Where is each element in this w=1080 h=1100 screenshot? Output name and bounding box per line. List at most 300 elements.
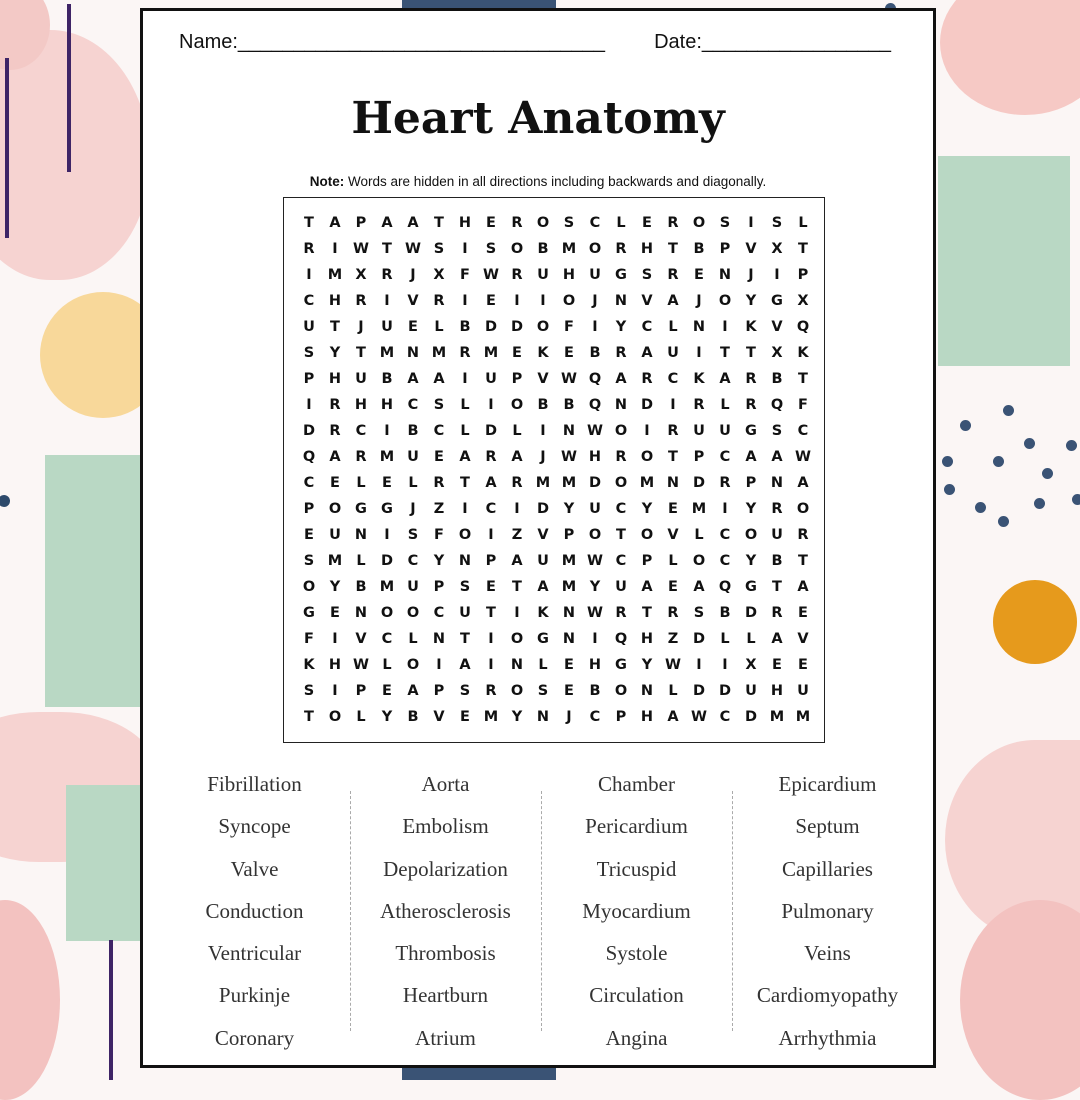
instructions-note [143, 174, 933, 189]
grid-letter: N [692, 319, 706, 335]
grid-letter: P [303, 501, 315, 517]
grid-letter: I [488, 397, 494, 413]
grid-letter: T [460, 631, 470, 647]
grid-letter: O [614, 423, 628, 439]
word-item: Cardiomyopathy [756, 983, 899, 1008]
grid-letter: T [512, 579, 522, 595]
grid-letter: I [462, 241, 468, 257]
word-item: Heartburn [402, 983, 489, 1008]
grid-letter: A [511, 449, 523, 465]
grid-letter: Y [329, 345, 341, 361]
grid-letter: A [615, 371, 627, 387]
word-item: Pulmonary [781, 898, 874, 923]
grid-letter: M [535, 475, 551, 491]
grid-row [296, 262, 816, 288]
navy-dot [1024, 438, 1035, 449]
grid-letter: I [644, 423, 650, 439]
grid-letter: R [771, 501, 783, 517]
word-search-grid [283, 197, 825, 743]
grid-letter: Q [302, 449, 316, 465]
grid-row [296, 652, 816, 678]
word-item: Tricuspid [596, 856, 677, 881]
grid-letter: B [693, 241, 705, 257]
word-item: Depolarization [383, 856, 508, 881]
grid-letter: O [718, 293, 732, 309]
grid-letter: R [667, 267, 679, 283]
word-item: Capillaries [782, 856, 873, 881]
grid-letter: H [562, 267, 576, 283]
grid-letter: T [746, 345, 756, 361]
grid-letter: E [382, 475, 392, 491]
grid-letter: C [719, 449, 731, 465]
grid-letter: N [666, 475, 680, 491]
grid-letter: O [510, 241, 524, 257]
grid-letter: T [668, 449, 678, 465]
grid-letter: T [616, 527, 626, 543]
grid-letter: L [668, 683, 678, 699]
word-item: Epicardium [778, 772, 877, 796]
grid-letter: D [536, 501, 550, 517]
grid-row [296, 522, 816, 548]
grid-letter: U [771, 527, 783, 543]
grid-letter: O [536, 215, 550, 231]
grid-letter: G [771, 293, 783, 309]
grid-letter: I [488, 657, 494, 673]
grid-letter: P [355, 215, 367, 231]
grid-letter: J [410, 501, 416, 517]
grid-letter: S [771, 215, 783, 231]
grid-letter: J [540, 449, 546, 465]
grid-letter: H [328, 371, 342, 387]
pink-blob-bottom-right [960, 900, 1080, 1100]
grid-letter: T [720, 345, 730, 361]
grid-letter: M [327, 267, 343, 283]
grid-letter: B [459, 319, 471, 335]
word-item: Septum [795, 814, 860, 839]
grid-letter: P [615, 709, 627, 725]
grid-row [296, 704, 816, 730]
grid-letter: M [561, 553, 577, 569]
grid-letter: N [510, 657, 524, 673]
grid-letter: M [639, 475, 655, 491]
grid-letter: I [436, 657, 442, 673]
grid-letter: N [614, 397, 628, 413]
grid-letter: H [328, 657, 342, 673]
grid-letter: U [589, 501, 601, 517]
grid-letter: R [797, 527, 809, 543]
grid-letter: I [332, 241, 338, 257]
grid-letter: E [408, 319, 418, 335]
navy-bar-bottom [402, 1068, 556, 1080]
grid-letter: I [514, 293, 520, 309]
grid-letter: B [537, 241, 549, 257]
purple-line [109, 940, 113, 1080]
grid-letter: O [640, 449, 654, 465]
grid-row [296, 574, 816, 600]
navy-dot [944, 484, 955, 495]
grid-letter: X [771, 241, 783, 257]
grid-letter: O [744, 527, 758, 543]
grid-letter: U [693, 423, 705, 439]
grid-letter: O [328, 501, 342, 517]
grid-letter: N [354, 527, 368, 543]
grid-letter: U [719, 423, 731, 439]
grid-letter: N [432, 631, 446, 647]
date-field: Date:_________________ [654, 31, 891, 53]
grid-letter: R [615, 345, 627, 361]
grid-letter: D [692, 683, 706, 699]
grid-letter: R [667, 215, 679, 231]
grid-letter: C [433, 605, 445, 621]
grid-letter: E [694, 267, 704, 283]
grid-row [296, 600, 816, 626]
grid-letter: J [748, 267, 754, 283]
grid-letter: N [640, 683, 654, 699]
grid-letter: L [668, 553, 678, 569]
grid-letter: V [667, 527, 679, 543]
grid-letter: A [511, 553, 523, 569]
grid-letter: T [772, 579, 782, 595]
grid-letter: Z [433, 501, 445, 517]
grid-letter: H [328, 293, 342, 309]
navy-dot [1072, 494, 1080, 505]
grid-letter: R [745, 371, 757, 387]
grid-letter: O [510, 397, 524, 413]
grid-letter: B [407, 423, 419, 439]
grid-letter: R [329, 423, 341, 439]
grid-letter: J [696, 293, 702, 309]
word-column [732, 767, 923, 1063]
grid-letter: D [744, 709, 758, 725]
grid-letter: U [381, 319, 393, 335]
grid-letter: M [561, 579, 577, 595]
grid-letter: L [460, 397, 470, 413]
grid-letter: P [433, 683, 445, 699]
grid-letter: E [486, 215, 496, 231]
grid-letter: A [329, 215, 341, 231]
grid-letter: Q [770, 397, 784, 413]
grid-letter: V [797, 631, 809, 647]
grid-letter: U [745, 683, 757, 699]
grid-letter: T [304, 709, 314, 725]
grid-letter: V [537, 371, 549, 387]
grid-letter: I [462, 293, 468, 309]
grid-letter: N [718, 267, 732, 283]
grid-letter: U [537, 553, 549, 569]
grid-letter: U [329, 527, 341, 543]
grid-letter: Q [614, 631, 628, 647]
word-item: Veins [804, 941, 851, 966]
grid-letter: A [537, 579, 549, 595]
grid-letter: R [667, 423, 679, 439]
word-item: Aorta [421, 772, 470, 796]
navy-dot [998, 516, 1009, 527]
grid-letter: L [668, 319, 678, 335]
grid-row [296, 496, 816, 522]
grid-letter: F [304, 631, 314, 647]
grid-letter: T [460, 475, 470, 491]
word-item: Fibrillation [207, 772, 302, 796]
grid-letter: S [771, 423, 783, 439]
grid-letter: I [722, 657, 728, 673]
grid-letter: R [485, 449, 497, 465]
grid-letter: A [771, 631, 783, 647]
grid-letter: T [798, 553, 808, 569]
grid-letter: O [328, 709, 342, 725]
grid-row [296, 418, 816, 444]
note-label: Note: [309, 174, 345, 189]
grid-letter: C [355, 423, 367, 439]
grid-letter: V [433, 709, 445, 725]
grid-letter: E [772, 657, 782, 673]
grid-letter: M [379, 345, 395, 361]
grid-letter: H [640, 631, 654, 647]
grid-letter: O [458, 527, 472, 543]
grid-letter: L [408, 631, 418, 647]
grid-letter: L [356, 709, 366, 725]
grid-letter: U [589, 267, 601, 283]
grid-letter: S [459, 579, 471, 595]
grid-letter: L [356, 553, 366, 569]
grid-letter: A [407, 215, 419, 231]
name-field: Name:_________________________________ [179, 31, 605, 53]
grid-letter: H [354, 397, 368, 413]
grid-letter: X [745, 657, 757, 673]
grid-letter: L [356, 475, 366, 491]
worksheet-header [179, 31, 897, 61]
grid-letter: O [302, 579, 316, 595]
grid-letter: E [668, 501, 678, 517]
grid-letter: W [795, 449, 811, 465]
grid-letter: E [434, 449, 444, 465]
grid-letter: P [745, 475, 757, 491]
grid-letter: D [692, 475, 706, 491]
grid-letter: S [303, 553, 315, 569]
grid-letter: O [640, 527, 654, 543]
grid-letter: W [353, 241, 369, 257]
grid-row [296, 314, 816, 340]
grid-letter: L [460, 423, 470, 439]
grid-letter: C [615, 501, 627, 517]
word-column [350, 767, 541, 1063]
grid-letter: K [797, 345, 809, 361]
grid-letter: H [588, 449, 602, 465]
grid-letter: F [564, 319, 574, 335]
grid-letter: I [384, 423, 390, 439]
green-rect [938, 156, 1070, 366]
grid-letter: T [642, 605, 652, 621]
grid-letter: M [691, 501, 707, 517]
word-item: Pericardium [585, 814, 688, 839]
grid-letter: N [536, 709, 550, 725]
grid-letter: Y [641, 501, 653, 517]
orange-circle [993, 580, 1077, 664]
grid-letter: R [771, 605, 783, 621]
grid-letter: R [303, 241, 315, 257]
grid-letter: U [355, 371, 367, 387]
grid-letter: O [510, 683, 524, 699]
grid-letter: K [537, 605, 549, 621]
navy-dot [1003, 405, 1014, 416]
grid-letter: B [381, 371, 393, 387]
grid-letter: I [722, 319, 728, 335]
grid-letter: D [510, 319, 524, 335]
word-item: Valve [230, 856, 279, 881]
grid-letter: R [355, 449, 367, 465]
grid-letter: F [798, 397, 808, 413]
grid-letter: Y [641, 657, 653, 673]
grid-letter: I [332, 683, 338, 699]
word-item: Atrium [415, 1025, 476, 1050]
grid-row [296, 236, 816, 262]
grid-letter: Q [588, 371, 602, 387]
grid-letter: T [486, 605, 496, 621]
grid-letter: E [382, 683, 392, 699]
grid-letter: S [693, 605, 705, 621]
grid-letter: B [589, 345, 601, 361]
word-item: Syncope [218, 814, 291, 839]
green-rect [45, 455, 155, 707]
grid-letter: O [562, 293, 576, 309]
grid-letter: U [407, 579, 419, 595]
grid-letter: O [692, 215, 706, 231]
grid-letter: B [537, 397, 549, 413]
grid-letter: I [488, 631, 494, 647]
grid-letter: U [615, 579, 627, 595]
grid-letter: D [640, 397, 654, 413]
word-item: Myocardium [582, 898, 691, 923]
grid-letter: I [592, 319, 598, 335]
grid-letter: P [719, 241, 731, 257]
navy-dot [942, 456, 953, 467]
grid-letter: L [694, 527, 704, 543]
pink-blob-bottom-left [0, 900, 60, 1100]
word-item: Circulation [589, 983, 684, 1008]
grid-letter: R [615, 605, 627, 621]
grid-letter: N [562, 423, 576, 439]
grid-letter: T [434, 215, 444, 231]
grid-letter: C [719, 553, 731, 569]
grid-letter: N [458, 553, 472, 569]
grid-letter: C [407, 397, 419, 413]
word-item: Angina [605, 1025, 668, 1050]
grid-letter: P [355, 683, 367, 699]
grid-letter: K [303, 657, 315, 673]
grid-letter: Z [511, 527, 523, 543]
grid-letter: L [538, 657, 548, 673]
grid-row [296, 470, 816, 496]
grid-letter: N [614, 293, 628, 309]
grid-letter: I [384, 293, 390, 309]
grid-letter: I [540, 423, 546, 439]
grid-letter: W [353, 657, 369, 673]
grid-letter: T [330, 319, 340, 335]
grid-letter: B [407, 709, 419, 725]
grid-letter: N [354, 605, 368, 621]
grid-letter: G [381, 501, 393, 517]
grid-letter: V [745, 241, 757, 257]
grid-letter: M [769, 709, 785, 725]
grid-letter: G [303, 605, 315, 621]
grid-letter: A [745, 449, 757, 465]
grid-letter: U [407, 449, 419, 465]
grid-letter: M [795, 709, 811, 725]
grid-letter: O [692, 553, 706, 569]
grid-letter: H [640, 709, 654, 725]
grid-letter: X [797, 293, 809, 309]
grid-letter: T [668, 241, 678, 257]
grid-letter: D [302, 423, 316, 439]
grid-letter: Y [563, 501, 575, 517]
grid-letter: L [434, 319, 444, 335]
grid-letter: S [433, 241, 445, 257]
grid-letter: T [304, 215, 314, 231]
grid-letter: A [641, 345, 653, 361]
grid-letter: S [537, 683, 549, 699]
grid-letter: H [380, 397, 394, 413]
grid-letter: E [330, 605, 340, 621]
grid-letter: R [745, 397, 757, 413]
grid-letter: O [588, 241, 602, 257]
grid-letter: N [770, 475, 784, 491]
grid-letter: A [797, 579, 809, 595]
grid-letter: S [563, 215, 575, 231]
grid-letter: S [459, 683, 471, 699]
grid-letter: R [511, 267, 523, 283]
grid-letter: C [589, 709, 601, 725]
grid-letter: U [797, 683, 809, 699]
grid-letter: Y [745, 501, 757, 517]
grid-letter: R [511, 475, 523, 491]
grid-letter: O [614, 475, 628, 491]
grid-letter: E [564, 345, 574, 361]
grid-letter: I [696, 657, 702, 673]
word-item: Atherosclerosis [380, 898, 511, 923]
grid-letter: Z [667, 631, 679, 647]
grid-letter: Y [329, 579, 341, 595]
grid-letter: R [355, 293, 367, 309]
grid-letter: I [670, 397, 676, 413]
grid-letter: A [485, 475, 497, 491]
grid-letter: P [563, 527, 575, 543]
grid-letter: W [405, 241, 421, 257]
word-column [541, 767, 732, 1063]
grid-letter: X [433, 267, 445, 283]
grid-letter: L [746, 631, 756, 647]
grid-letter: W [587, 423, 603, 439]
grid-row [296, 366, 816, 392]
grid-letter: C [719, 709, 731, 725]
grid-letter: X [771, 345, 783, 361]
navy-dot [1034, 498, 1045, 509]
grid-letter: W [561, 449, 577, 465]
grid-letter: B [355, 579, 367, 595]
grid-letter: G [745, 423, 757, 439]
grid-letter: I [748, 215, 754, 231]
grid-letter: M [379, 579, 395, 595]
grid-row [296, 678, 816, 704]
grid-letter: I [306, 397, 312, 413]
grid-letter: G [615, 657, 627, 673]
grid-letter: R [719, 475, 731, 491]
grid-letter: D [692, 631, 706, 647]
grid-row [296, 340, 816, 366]
grid-letter: S [433, 397, 445, 413]
grid-letter: Y [589, 579, 601, 595]
grid-letter: L [720, 397, 730, 413]
grid-letter: N [562, 631, 576, 647]
grid-letter: V [407, 293, 419, 309]
